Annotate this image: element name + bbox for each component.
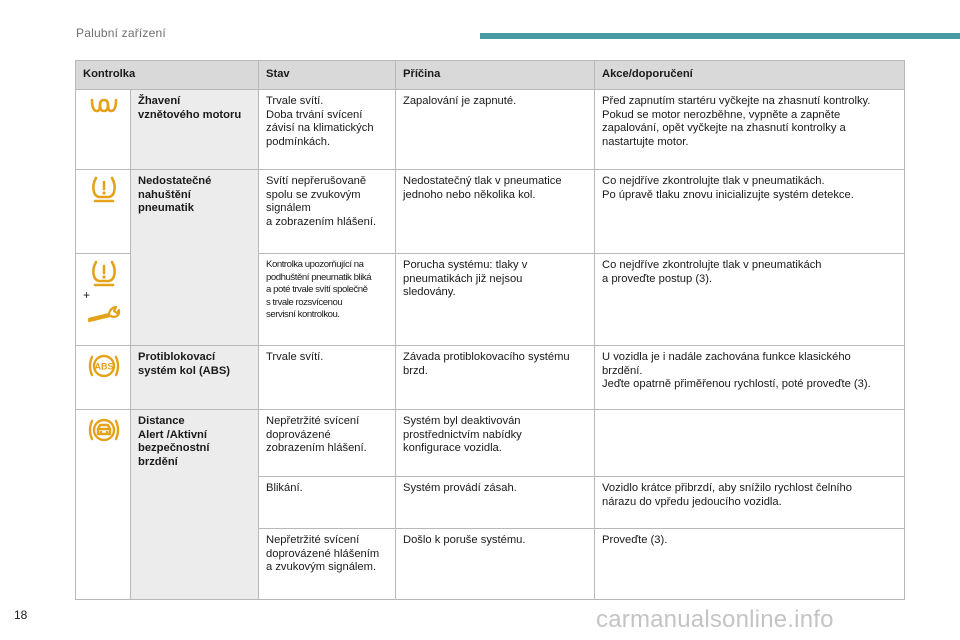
collision-alert-icon	[83, 415, 124, 445]
icon-cell	[76, 346, 131, 410]
icon-cell	[76, 410, 131, 600]
glow-plug-icon	[83, 95, 124, 117]
action-cell: Co nejdříve zkontrolujte tlak v pneumatikách. Po úpravě tlaku znovu inicializujte systém detekce.	[595, 170, 905, 254]
action-cell: U vozidla je i nadále zachována funkce klasického brzdění. Jeďte opatrně přiměřenou rychlostí, poté proveďte (3).	[595, 346, 905, 410]
cause-cell: Porucha systému: tlaky v pneumatikách již nejsou sledovány.	[396, 254, 595, 346]
indicator-name: Distance Alert /Aktivní bezpečnostní brzdění	[131, 410, 259, 600]
indicator-name: Protiblokovací systém kol (ABS)	[131, 346, 259, 410]
table-row	[76, 410, 905, 477]
warning-lights-table	[75, 60, 905, 600]
cause-cell: Systém byl deaktivován prostřednictvím nabídky konfigurace vozidla.	[396, 410, 595, 477]
page-number: 18	[14, 608, 28, 622]
tyre-pressure-icon	[83, 175, 124, 203]
cause-cell: Systém provádí zásah.	[396, 477, 595, 529]
table-row	[76, 346, 905, 410]
action-cell: Před zapnutím startéru vyčkejte na zhasnutí kontrolky. Pokud se motor nerozběhne, vypněte a zapněte zapalování, opět vyčkejte na zhasnutí kontrolky a nastartujte motor.	[595, 90, 905, 170]
indicator-name: Nedostatečné nahuštění pneumatik	[131, 170, 259, 346]
wrench-icon	[83, 304, 124, 324]
abs-icon	[83, 351, 124, 381]
indicator-name: Žhavení vznětového motoru	[131, 90, 259, 170]
cause-cell: Došlo k poruše systému.	[396, 529, 595, 600]
watermark: carmanualsonline.info	[596, 606, 834, 633]
page-header-title: Palubní zařízení	[76, 26, 166, 40]
state-cell: Trvale svítí. Doba trvání svícení závisí na klimatických podmínkách.	[259, 90, 396, 170]
action-cell: Vozidlo krátce přibrzdí, aby snížilo rychlost čelního nárazu do vpředu jedoucího vozidla.	[595, 477, 905, 529]
icon-cell	[76, 170, 131, 254]
action-cell	[595, 410, 905, 477]
plus-sign: +	[83, 288, 91, 302]
icon-cell	[76, 254, 131, 346]
table-row	[76, 90, 905, 170]
state-cell: Kontrolka upozorňující na podhuštění pneumatik bliká a poté trvale svítí společně s trvale rozsvícenou servisní kontrolkou.	[259, 254, 396, 346]
column-header-stav: Stav	[259, 61, 396, 90]
cause-cell: Závada protiblokovacího systému brzd.	[396, 346, 595, 410]
state-cell: Blikání.	[259, 477, 396, 529]
table-header-row	[76, 61, 905, 90]
action-cell: Proveďte (3).	[595, 529, 905, 600]
action-cell: Co nejdříve zkontrolujte tlak v pneumatikách a proveďte postup (3).	[595, 254, 905, 346]
header-accent-bar	[480, 33, 960, 39]
table-row	[76, 170, 905, 254]
icon-cell	[76, 90, 131, 170]
state-cell: Trvale svítí.	[259, 346, 396, 410]
abs-icon-label: ABS	[93, 361, 114, 372]
tyre-pressure-icon	[83, 259, 124, 287]
column-header-pricina: Příčina	[396, 61, 595, 90]
state-cell: Svítí nepřerušovaně spolu se zvukovým signálem a zobrazením hlášení.	[259, 170, 396, 254]
state-cell: Nepřetržité svícení doprovázené hlášením a zvukovým signálem.	[259, 529, 396, 600]
column-header-kontrolka: Kontrolka	[76, 61, 259, 90]
cause-cell: Nedostatečný tlak v pneumatice jednoho nebo několika kol.	[396, 170, 595, 254]
state-cell: Nepřetržité svícení doprovázené zobrazením hlášení.	[259, 410, 396, 477]
cause-cell: Zapalování je zapnuté.	[396, 90, 595, 170]
column-header-akce: Akce/doporučení	[595, 61, 905, 90]
